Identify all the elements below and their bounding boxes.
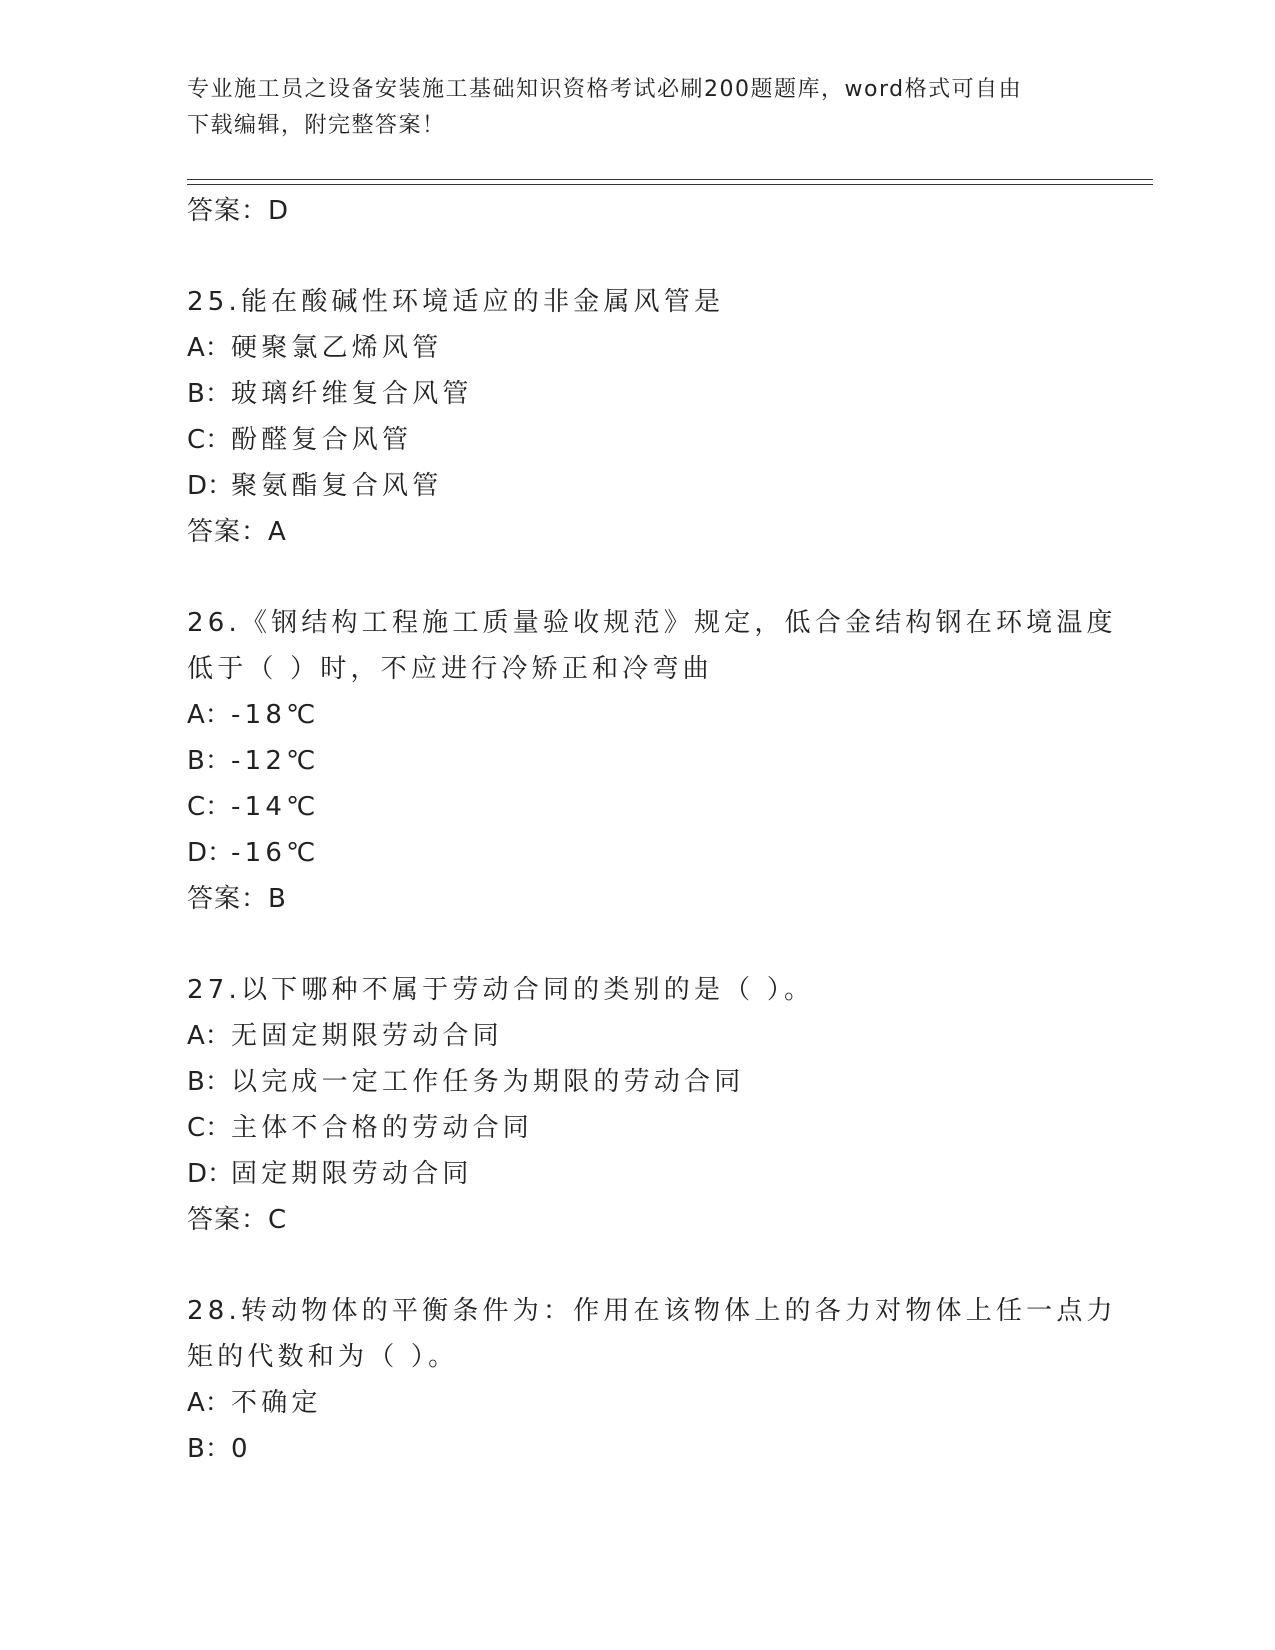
option-key: B： — [187, 746, 231, 776]
option-key: C： — [187, 792, 232, 822]
option-b — [187, 371, 1087, 417]
option-text: 不确定 — [231, 1388, 322, 1418]
question-text: 27.以下哪种不属于劳动合同的类别的是（ ）。 — [187, 975, 815, 1005]
option-key: D： — [187, 1159, 234, 1189]
option-a — [187, 1013, 1087, 1059]
question-text-continued: 矩的代数和为（ ）。 — [187, 1342, 459, 1372]
option-c — [187, 784, 1087, 830]
option-text: -18℃ — [231, 700, 320, 730]
option-text: 固定期限劳动合同 — [231, 1159, 473, 1189]
option-c — [187, 1105, 1087, 1151]
option-key: D： — [187, 471, 234, 501]
answer: 答案：B — [187, 884, 287, 914]
option-c — [187, 417, 1087, 463]
option-text: 玻璃纤维复合风管 — [231, 379, 473, 409]
option-text: -16℃ — [231, 838, 320, 868]
option-b — [187, 738, 1087, 784]
option-key: A： — [187, 700, 231, 730]
option-text: -12℃ — [231, 746, 320, 776]
question-block-25 — [187, 279, 1087, 555]
question-text: 26.《钢结构工程施工质量验收规范》规定，低合金结构钢在环境温度 — [187, 608, 1117, 638]
option-key: C： — [187, 425, 232, 455]
option-text: 0 — [231, 1434, 252, 1464]
spacer — [187, 1243, 1087, 1288]
option-text: 主体不合格的劳动合同 — [231, 1113, 534, 1143]
option-key: B： — [187, 1434, 231, 1464]
spacer — [187, 555, 1087, 600]
option-text: 以完成一定工作任务为期限的劳动合同 — [231, 1067, 745, 1097]
option-b — [187, 1059, 1087, 1105]
answer-prev: 答案：D — [187, 196, 290, 226]
question-text-continued: 低于（ ）时，不应进行冷矫正和冷弯曲 — [187, 654, 713, 684]
header-divider-top — [187, 179, 1153, 180]
spacer — [187, 922, 1087, 967]
header-divider-bottom — [187, 184, 1153, 185]
option-key: D： — [187, 838, 234, 868]
answer: 答案：A — [187, 517, 287, 547]
header-title-line-2: 下载编辑，附完整答案！ — [187, 113, 446, 138]
document-header — [187, 72, 1087, 144]
option-key: A： — [187, 1388, 231, 1418]
option-text: 聚氨酯复合风管 — [231, 471, 443, 501]
option-d — [187, 830, 1087, 876]
spacer — [187, 234, 1087, 279]
option-text: -14℃ — [231, 792, 320, 822]
option-key: A： — [187, 1021, 231, 1051]
question-text: 28.转动物体的平衡条件为：作用在该物体上的各力对物体上任一点力 — [187, 1296, 1117, 1326]
option-key: C： — [187, 1113, 232, 1143]
option-a — [187, 692, 1087, 738]
option-key: B： — [187, 379, 231, 409]
option-key: A： — [187, 333, 231, 363]
option-text: 无固定期限劳动合同 — [231, 1021, 503, 1051]
question-block-28 — [187, 1288, 1117, 1472]
option-d — [187, 1151, 1087, 1197]
option-a — [187, 1380, 1087, 1426]
question-text: 25.能在酸碱性环境适应的非金属风管是 — [187, 287, 725, 317]
option-text: 硬聚氯乙烯风管 — [231, 333, 443, 363]
option-a — [187, 325, 1087, 371]
header-title-line-1: 专业施工员之设备安装施工基础知识资格考试必刷200题题库，word格式可自由 — [187, 77, 1023, 102]
option-d — [187, 463, 1087, 509]
question-block-26 — [187, 600, 1117, 922]
question-list — [187, 188, 1117, 1472]
option-text: 酚醛复合风管 — [231, 425, 413, 455]
option-b — [187, 1426, 1087, 1472]
answer: 答案：C — [187, 1205, 288, 1235]
option-key: B： — [187, 1067, 231, 1097]
question-block-27 — [187, 967, 1087, 1243]
